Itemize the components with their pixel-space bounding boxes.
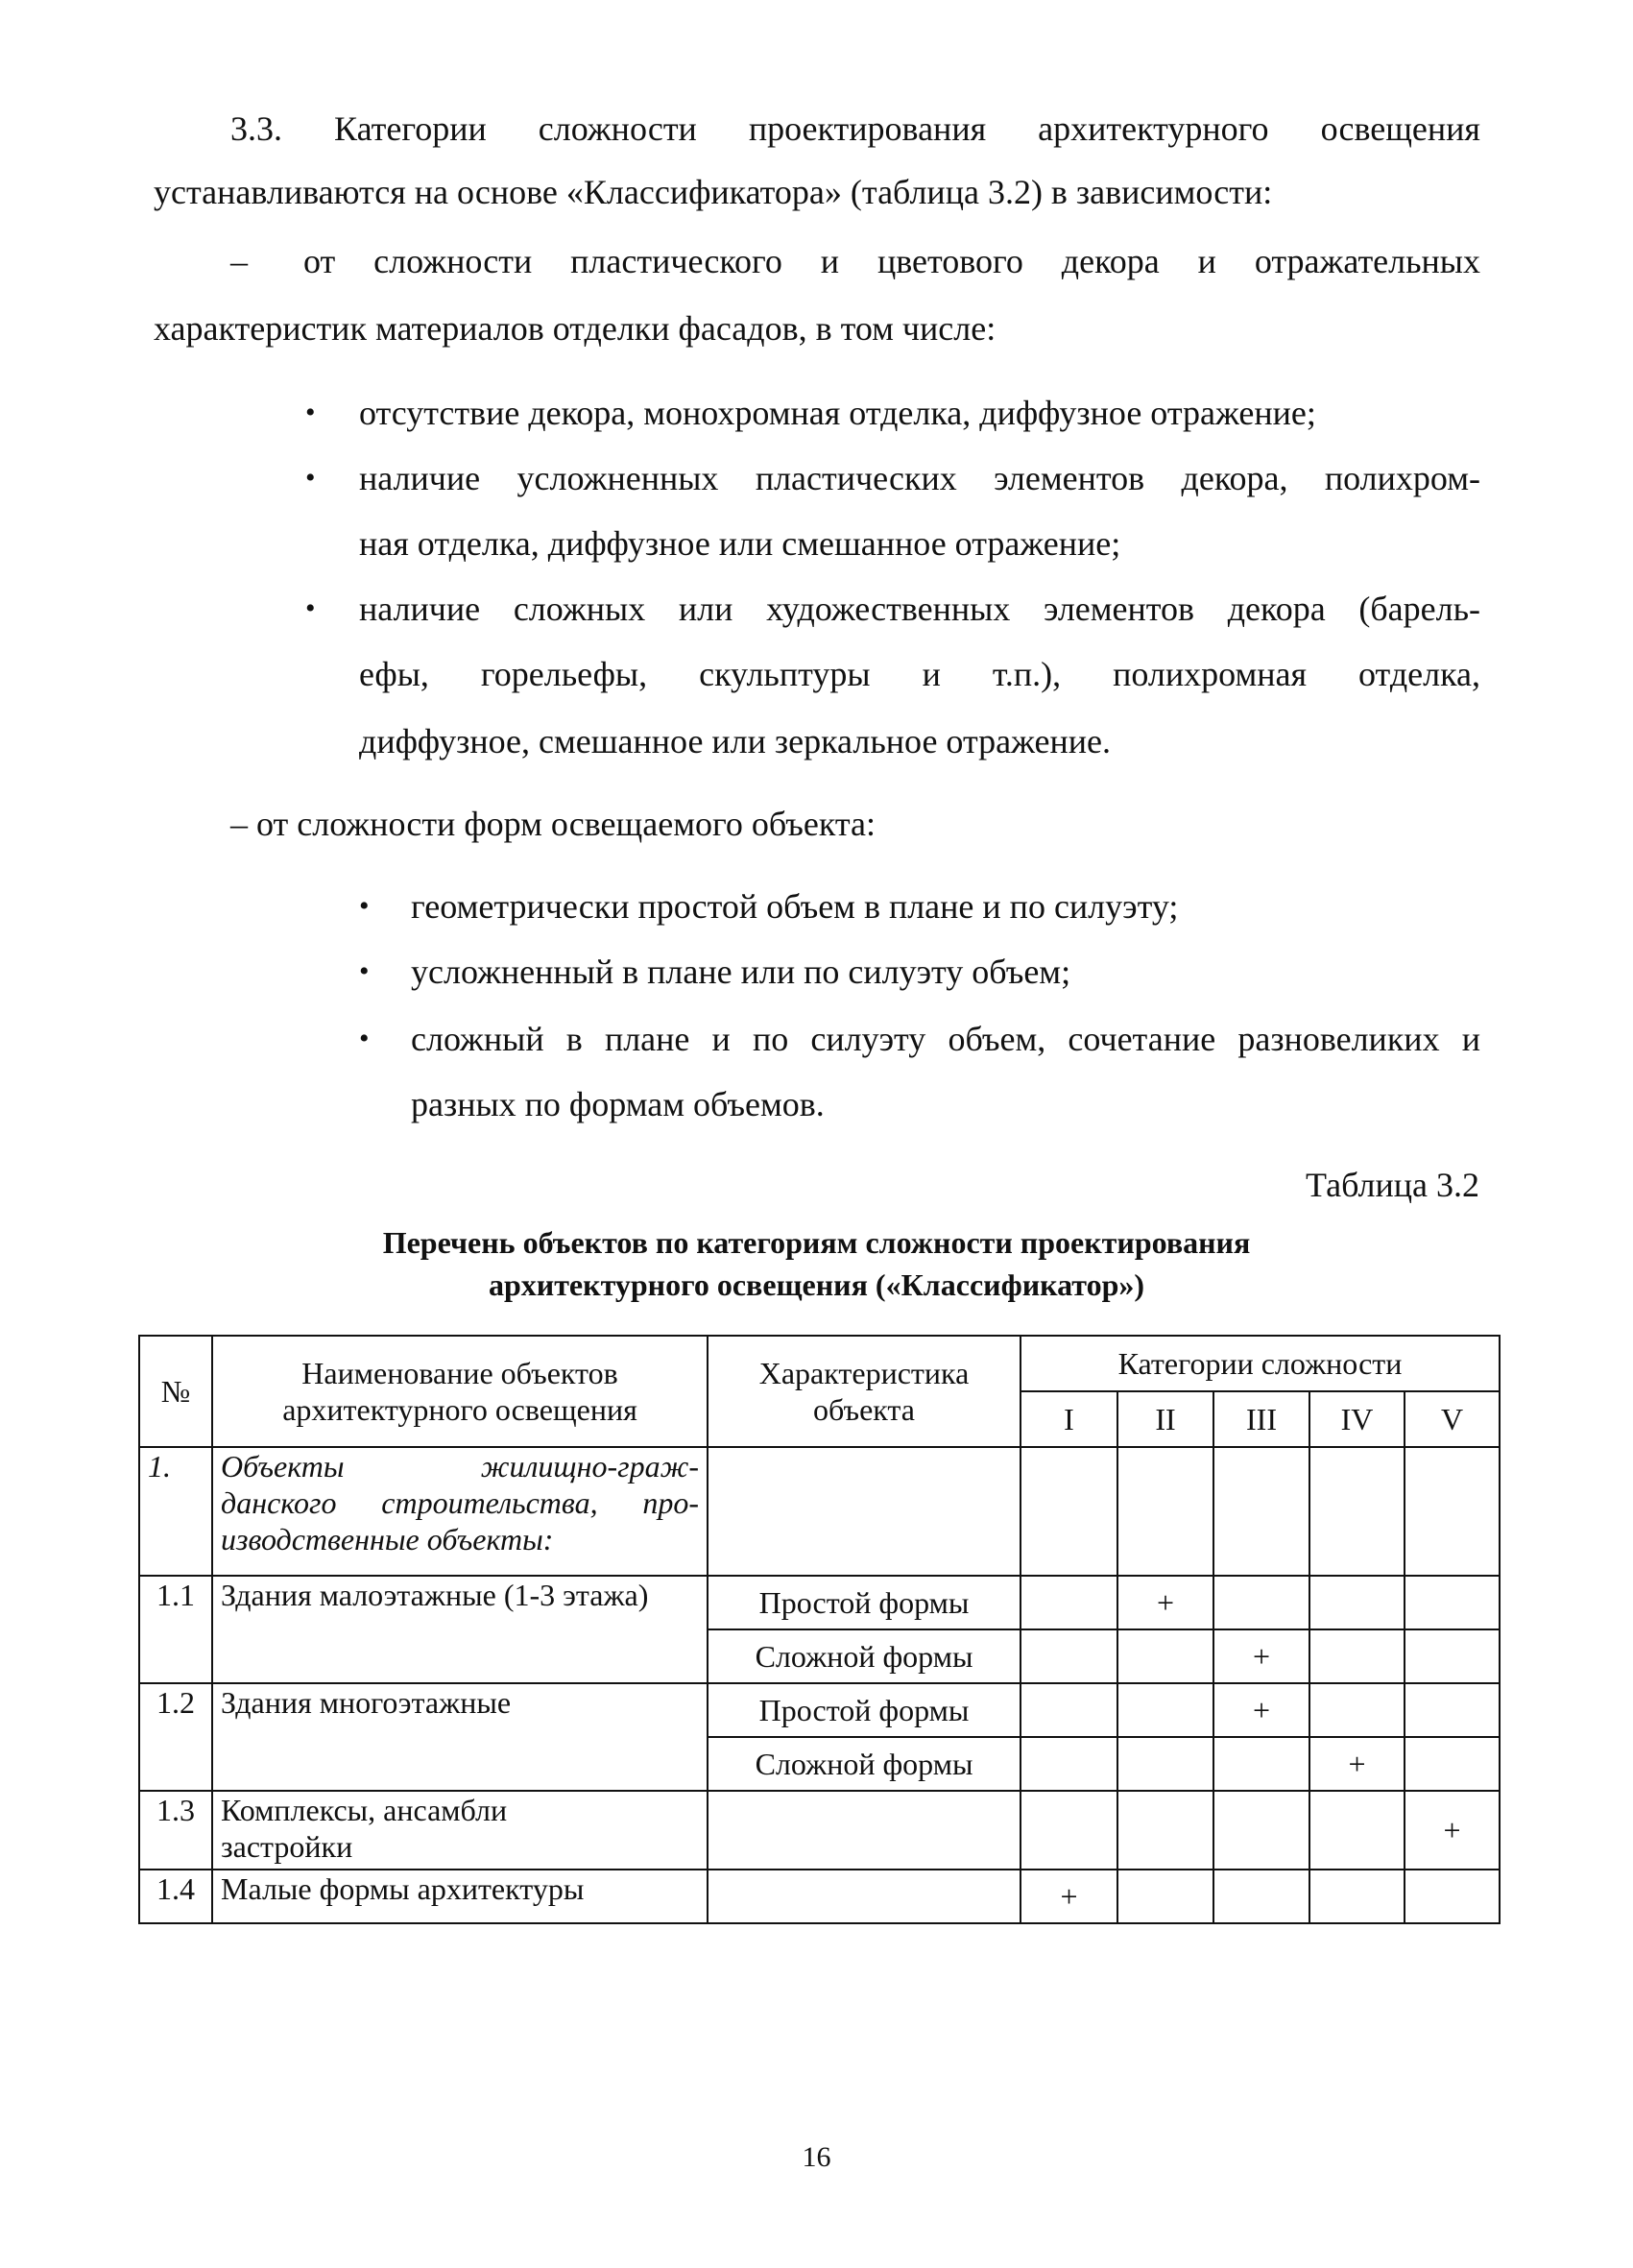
category-cell [1309, 1870, 1405, 1923]
header-level-III: III [1213, 1391, 1309, 1447]
header-characteristic [708, 1336, 1021, 1447]
section-num: 1. [139, 1447, 212, 1576]
category-mark: + [1309, 1737, 1405, 1791]
category-cell [1021, 1737, 1117, 1791]
category-cell [1405, 1576, 1500, 1629]
table-caption-line-1: Перечень объектов по категориям сложности проектирования [382, 1225, 1251, 1260]
bullet-2-2-line-1: усложненный в плане или по силуэту объем; [411, 953, 1071, 991]
table-row [139, 1576, 1500, 1629]
table-cell [1309, 1447, 1405, 1576]
category-cell [1309, 1791, 1405, 1870]
row-object-name-line: Комплексы, ансамбли [221, 1793, 508, 1827]
header-level-I: I [1021, 1391, 1117, 1447]
category-mark: + [1021, 1870, 1117, 1923]
row-object-name: Здания многоэтажные [212, 1683, 708, 1791]
row-object-name [212, 1791, 708, 1870]
section-name-line-2: данского строительства, про- [221, 1485, 699, 1520]
bullet-dot: • [359, 890, 370, 922]
table-cell [1117, 1447, 1213, 1576]
classification-table [138, 1335, 1501, 1924]
row-characteristic [708, 1870, 1021, 1923]
row-characteristic: Сложной формы [708, 1629, 1021, 1683]
row-characteristic: Простой формы [708, 1683, 1021, 1737]
dash-marker-1: – [230, 242, 248, 280]
bullet-1-3-line-1: наличие сложных или художественных элементов декора (барель- [359, 590, 1480, 628]
dash-item-1-line-2: характеристик материалов отделки фасадов, в том числе: [154, 309, 997, 348]
bullet-dot: • [305, 592, 316, 624]
category-cell [1309, 1576, 1405, 1629]
category-cell [1405, 1737, 1500, 1791]
table-body [139, 1576, 1500, 1923]
table-section-row [139, 1447, 1500, 1576]
table-label: Таблица 3.2 [1306, 1166, 1479, 1204]
category-cell [1213, 1737, 1309, 1791]
category-cell [1117, 1870, 1213, 1923]
dash-item-1-line-1: от сложности пластического и цветового декора и отражательных [303, 242, 1480, 280]
category-cell [1021, 1629, 1117, 1683]
table-cell [1021, 1447, 1117, 1576]
row-num: 1.1 [139, 1576, 212, 1683]
header-name-line-1: Наименование объектов [301, 1356, 618, 1390]
table-header-row [139, 1336, 1500, 1391]
bullet-dot: • [305, 397, 316, 428]
table-row [139, 1791, 1500, 1870]
category-cell [1117, 1737, 1213, 1791]
bullet-dot: • [359, 955, 370, 987]
row-object-name: Малые формы архитектуры [212, 1870, 708, 1923]
row-characteristic [708, 1791, 1021, 1870]
table-row [139, 1870, 1500, 1923]
section-name [212, 1447, 708, 1576]
header-level-IV: IV [1309, 1391, 1405, 1447]
row-object-name-line: застройки [221, 1829, 353, 1864]
header-level-V: V [1405, 1391, 1500, 1447]
category-cell [1405, 1870, 1500, 1923]
row-num: 1.2 [139, 1683, 212, 1791]
category-cell [1309, 1629, 1405, 1683]
bullet-1-2-line-1: наличие усложненных пластических элементов декора, полихром- [359, 459, 1480, 497]
header-name [212, 1336, 708, 1447]
category-cell [1117, 1791, 1213, 1870]
dash-item-2: – от сложности форм освещаемого объекта: [230, 805, 877, 843]
header-char-line-2: объекта [813, 1392, 915, 1427]
category-mark: + [1117, 1576, 1213, 1629]
category-cell [1405, 1629, 1500, 1683]
bullet-dot: • [359, 1023, 370, 1054]
row-num: 1.3 [139, 1791, 212, 1870]
category-mark: + [1213, 1629, 1309, 1683]
category-mark: + [1405, 1791, 1500, 1870]
bullet-dot: • [305, 462, 316, 494]
header-level-II: II [1117, 1391, 1213, 1447]
category-cell [1309, 1683, 1405, 1737]
bullet-1-3-line-2: ефы, горельефы, скульптуры и т.п.), полихромная отделка, [359, 655, 1480, 693]
page-number: 16 [802, 2141, 831, 2173]
category-cell [1405, 1683, 1500, 1737]
category-cell [1021, 1791, 1117, 1870]
paragraph-3-3-line-2: устанавливаются на основе «Классификатора» (таблица 3.2) в зависимости: [154, 173, 1273, 211]
bullet-1-1-line-1: отсутствие декора, монохромная отделка, диффузное отражение; [359, 394, 1316, 432]
section-name-line-1: Объекты жилищно-граж- [221, 1449, 699, 1484]
category-cell [1213, 1791, 1309, 1870]
category-mark: + [1213, 1683, 1309, 1737]
category-cell [1021, 1683, 1117, 1737]
table-caption-line-2: архитектурного освещения («Классификатор») [488, 1267, 1145, 1302]
bullet-2-3-line-1: сложный в плане и по силуэту объем, сочетание разновеликих и [411, 1020, 1480, 1058]
category-cell [1213, 1870, 1309, 1923]
row-num: 1.4 [139, 1870, 212, 1923]
row-object-name: Здания малоэтажные (1-3 этажа) [212, 1576, 708, 1683]
header-categories: Категории сложности [1021, 1336, 1500, 1391]
row-characteristic: Простой формы [708, 1576, 1021, 1629]
bullet-1-3-line-3: диффузное, смешанное или зеркальное отражение. [359, 722, 1111, 760]
table-row [139, 1683, 1500, 1737]
category-cell [1021, 1576, 1117, 1629]
category-cell [1117, 1683, 1213, 1737]
bullet-1-2-line-2: ная отделка, диффузное или смешанное отражение; [359, 524, 1121, 563]
header-char-line-1: Характеристика [758, 1356, 970, 1390]
header-name-line-2: архитектурного освещения [282, 1392, 637, 1427]
header-num: № [139, 1336, 212, 1447]
category-cell [1213, 1576, 1309, 1629]
section-name-line-3: изводственные объекты: [221, 1522, 554, 1556]
table-cell [1213, 1447, 1309, 1576]
bullet-2-3-line-2: разных по формам объемов. [411, 1085, 825, 1123]
category-cell [1117, 1629, 1213, 1683]
paragraph-3-3-line-1: 3.3. Категории сложности проектирования архитектурного освещения [230, 109, 1480, 148]
bullet-2-1-line-1: геометрически простой объем в плане и по силуэту; [411, 887, 1179, 926]
table-cell [1405, 1447, 1500, 1576]
row-characteristic: Сложной формы [708, 1737, 1021, 1791]
table-cell [708, 1447, 1021, 1576]
